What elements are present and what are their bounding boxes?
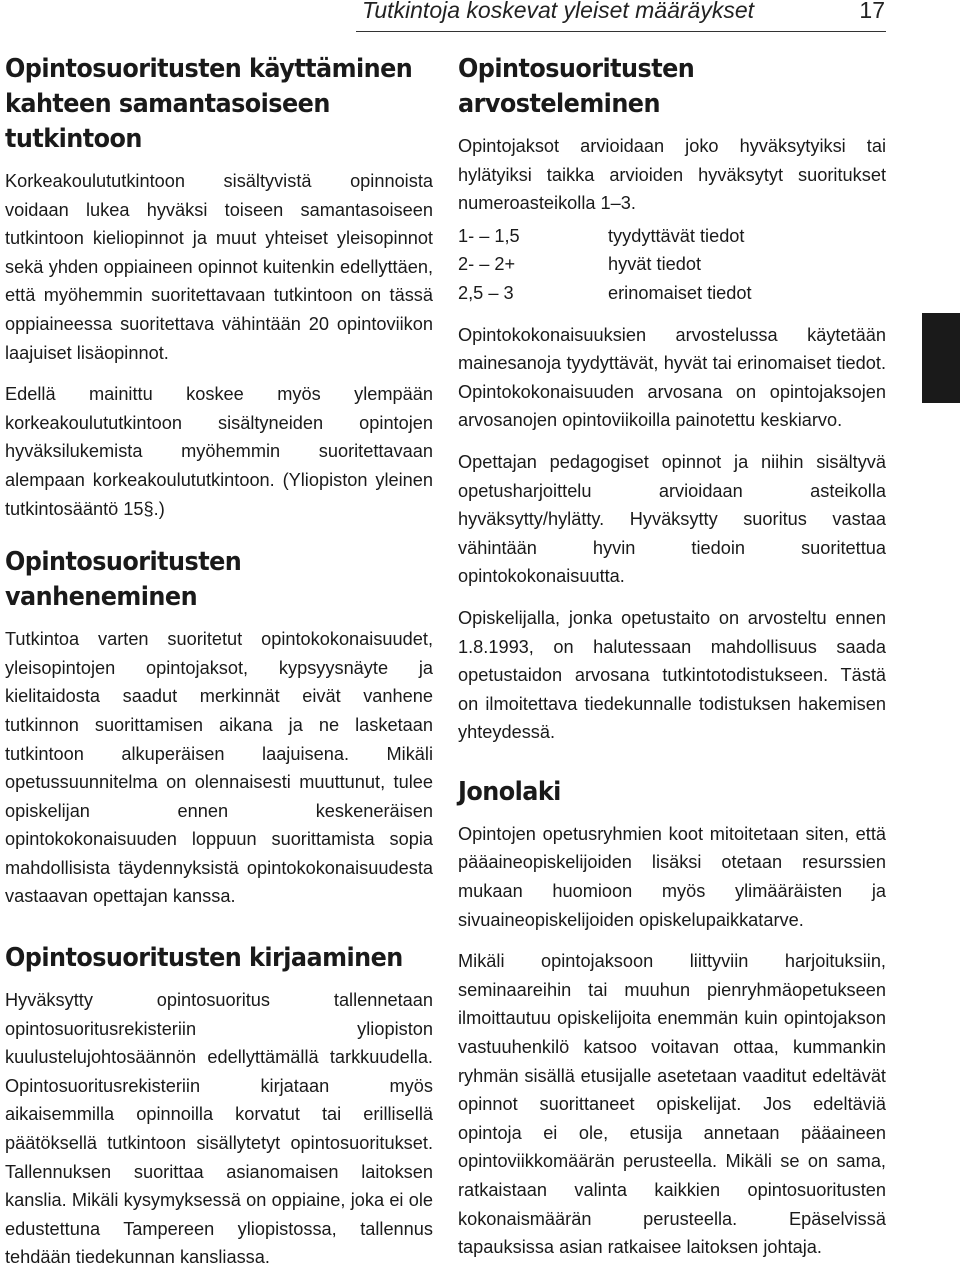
paragraph: Opintojaksot arvioidaan joko hyväksytyiksi tai hylätyiksi taikka arvioiden hyväksytyt suoritukset numeroasteikolla 1–3. [458,136,886,214]
paragraph: Korkeakoulututkintoon sisältyvistä opinnoista voidaan lukea hyväksi toiseen samantasoiseen tutkintoon kieliopinnot ja muut yhteiset yleisopinnot sekä yhden oppiaineen opinnot kuitenkin edellyttäen, että myöhemmin suoritettavaan tutkintoon on tässä oppiaineessa suoritettava vähintään 20 opintoviikon laajuiset lisäopinnot. [5,171,433,363]
grade-range: 1- – 1,5 [458,225,520,246]
grade-scale [458,222,886,308]
running-header [0,0,960,34]
paragraph: Opintokokonaisuuksien arvostelussa käytetään mainesanoja tyydyttävät, hyvät tai erinomaiset tiedot. Opintokokonaisuuden arvosana on opintojaksojen arvosanojen opintoviikoilla painotettu keskiarvo. [458,324,886,431]
heading-arvosteleminen: Opintosuoritusten arvosteleminen [458,54,695,119]
left-column [5,52,433,1285]
heading-jonolaki: Jonolaki [458,776,561,807]
grade-label: erinomaiset tiedot [608,282,752,303]
heading-kaytto: Opintosuoritusten käyttäminen kahteen samantasoiseen tutkintoon [5,54,413,154]
paragraph: Edellä mainittu koskee myös ylempään korkeakoulututkintoon sisältyneiden opintojen hyväksilukemista myöhemmin suoritettavaan alempaan korkeakoulututkintoon. (Yliopiston yleinen tutkintosääntö 15§.) [5,384,433,519]
header-rule [356,31,886,32]
paragraph: Tutkintoa varten suoritetut opintokokonaisuudet, yleisopintojen opintojaksot, kypsyysnäyte ja kielitaidosta saadut merkinnät eivät vanhene tutkinnon suorittamisen aikana ja ne lasketaan tutkintoon alkuperäisen laajuisena. Mikäli opetussuunnitelma on olennaisesti muuttunut, tulee opiskelijan ennen keskeneräisen opintokokonaisuuden loppuun suorittamista sopia mahdollisista täydennyksistä opintokokonaisuudesta vastaavan opettajan kanssa. [5,629,433,907]
grade-range: 2- – 2+ [458,254,516,275]
chapter-thumb-tab [922,313,960,403]
heading-vanheneminen: Opintosuoritusten vanheneminen [5,547,242,613]
paragraph: Opiskelijalla, jonka opetustaito on arvosteltu ennen 1.8.1993, on halutessaan mahdollisuus saada opetustaidon arvosana tutkintotodistukseen. Tästä on ilmoitettava tiedekunnalle todistuksen hakemisen yhteydessä. [458,607,886,743]
paragraph: Opintojen opetusryhmien koot mitoitetaan siten, että pääaineopiskelijoiden lisäksi otetaan resurssien mukaan huomioon myös ylimääräisten ja sivuaineopiskelijoiden opiskelupaikkatarve. [458,823,886,930]
running-title: Tutkintoja koskevat yleiset määräykset [362,0,755,23]
paragraph: Opettajan pedagogiset opinnot ja niihin sisältyvä opetusharjoittelu arvioidaan asteikolla hyväksytty/hylätty. Hyväksytty suoritus vastaa vähintään hyvin tiedoin suoritettua opintokokonaisuutta. [458,451,886,587]
grade-row [458,250,886,279]
paragraph: Hyväksytty opintosuoritus tallennetaan opintosuoritusrekisteriin yliopiston kuulustelujohtosäännön edellyttämällä tarkkuudella. Opintosuoritusrekisteriin kirjataan myös aikaisemmilla opinnoilla korvatut tai erillisellä päätöksellä tutkintoon sisällytetyt opintosuoritukset. Tallennuksen suorittaa asianomaisen laitoksen kanslia. Mikäli kysymyksessä on oppiaine, joka ei ole edustettuna Tampereen yliopistossa, tallennus tehdään tiedekunnan kansliassa. [5,990,433,1268]
heading-kirjaaminen: Opintosuoritusten kirjaaminen [5,943,403,974]
paragraph: Mikäli opintojaksoon liittyviin harjoituksiin, seminaareihin tai muuhun pienryhmäopetukseen ilmoittautuu opiskelijoita enemmän kuin opintojakson vastuuhenkilö katsoo voitavan ottaa, kummankin ryhmän sisällä etusijalle asetetaan vaaditut edeltävät opinnot suorittaneet opiskelijat. Jos edeltäviä opintoja ei ole, etusija annetaan pääaineen opintoviikkomäärän perusteella. Mikäli se on sama, ratkaistaan valinta kaikkien opintosuoritusten kokonaismäärän perusteella. Epäselvissä tapauksissa asian ratkaisee laitoksen johtaja. [458,951,886,1258]
grade-label: tyydyttävät tiedot [608,225,745,246]
grade-row [458,279,886,308]
right-column [458,52,886,1275]
page-number: 17 [859,0,885,23]
grade-row [458,222,886,251]
grade-label: hyvät tiedot [608,254,702,275]
grade-range: 2,5 – 3 [458,282,514,303]
